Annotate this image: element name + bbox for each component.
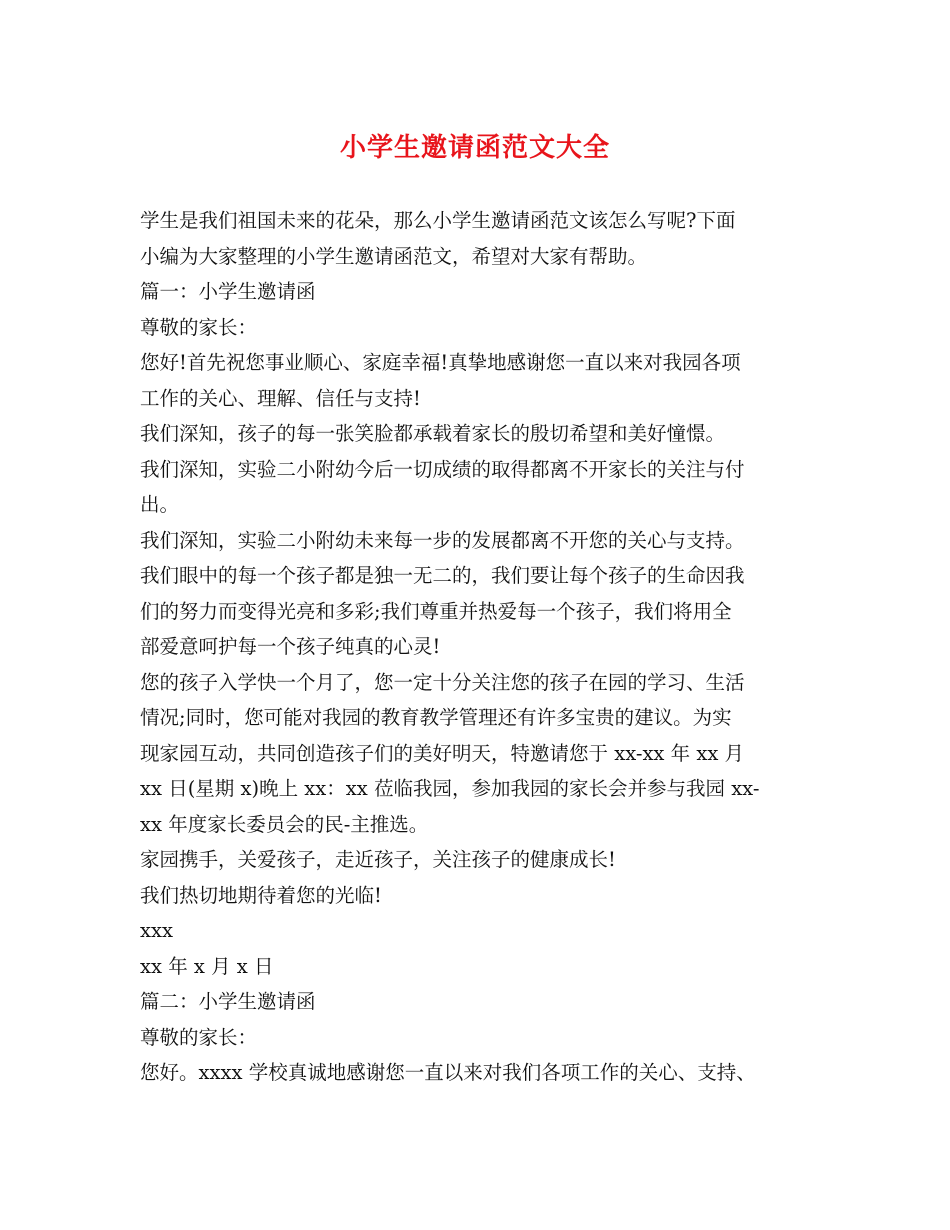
text-line: 我们深知，实验二小附幼未来每一步的发展都离不开您的关心与支持。 bbox=[140, 528, 745, 552]
text-line: 部爱意呵护每一个孩子纯真的心灵! bbox=[140, 635, 441, 658]
salutation: 尊敬的家长： bbox=[140, 1025, 258, 1049]
date-line: xx 年 x 月 x 日 bbox=[140, 954, 274, 978]
text-line: 您好!首先祝您事业顺心、家庭幸福!真挚地感谢您一直以来对我园各项 bbox=[140, 351, 741, 374]
text-line: 们的努力而变得光亮和多彩;我们尊重并热爱每一个孩子，我们将用全 bbox=[140, 599, 732, 623]
text-line: 您好。xxxx 学校真诚地感谢您一直以来对我们各项工作的关心、支持、 bbox=[140, 1061, 756, 1084]
text-line: 现家园互动，共同创造孩子们的美好明天，特邀请您于 xx-xx 年 xx 月 bbox=[140, 741, 745, 765]
text-line: 出。 bbox=[140, 493, 180, 516]
text-line: 我们眼中的每一个孩子都是独一无二的，我们要让每个孩子的生命因我 bbox=[140, 564, 745, 587]
text-line: xx 日(星期 x)晚上 xx：xx 莅临我园，参加我园的家长会并参与我园 xx- bbox=[140, 777, 760, 800]
section-heading: 篇二：小学生邀请函 bbox=[140, 990, 316, 1013]
text-line: xx 年度家长委员会的民-主推选。 bbox=[140, 812, 429, 836]
text-line: 学生是我们祖国未来的花朵，那么小学生邀请函范文该怎么写呢?下面 bbox=[140, 209, 736, 232]
text-line: 我们深知，孩子的每一张笑脸都承载着家长的殷切希望和美好憧憬。 bbox=[140, 422, 726, 445]
section-heading: 篇一：小学生邀请函 bbox=[140, 280, 316, 303]
text-line: 工作的关心、理解、信任与支持! bbox=[140, 386, 421, 410]
text-line: 情况;同时，您可能对我园的教育教学管理还有许多宝贵的建议。为实 bbox=[140, 706, 732, 729]
document-body bbox=[140, 203, 830, 1091]
text-line: 您的孩子入学快一个月了，您一定十分关注您的孩子在园的学习、生活 bbox=[140, 670, 745, 694]
text-line: 我们热切地期待着您的光临! bbox=[140, 883, 382, 907]
salutation: 尊敬的家长： bbox=[140, 315, 258, 339]
signature: xxx bbox=[140, 919, 173, 942]
text-line: 我们深知，实验二小附幼今后一切成绩的取得都离不开家长的关注与付 bbox=[140, 457, 745, 481]
text-line: 家园携手，关爱孩子，走近孩子，关注孩子的健康成长! bbox=[140, 848, 616, 871]
document-title: 小学生邀请函范文大全 bbox=[339, 133, 610, 163]
text-line: 小编为大家整理的小学生邀请函范文，希望对大家有帮助。 bbox=[140, 244, 648, 268]
